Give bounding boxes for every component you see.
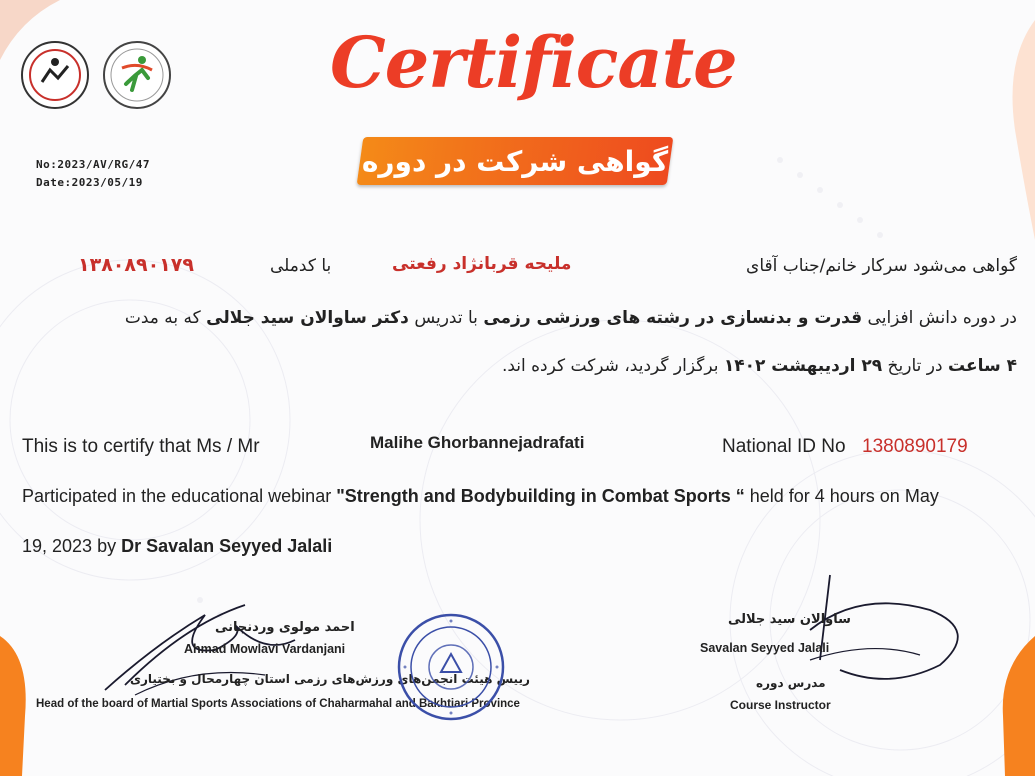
- right-signature-scribble: [690, 570, 980, 700]
- left-signer-title-fa: رییس هیئت انجمن‌های ورزش‌های رزمی استان چهارمحال و بختیاری: [130, 672, 530, 686]
- fa-line2-end: که به مدت: [124, 308, 201, 328]
- en-national-id-label: National ID No: [722, 436, 846, 457]
- fa-duration: ۴ ساعت: [947, 356, 1017, 376]
- fa-line2: [125, 308, 1017, 328]
- en-webinar-title: "Strength and Bodybuilding in Combat Sports “: [336, 486, 745, 506]
- fa-participant-name: ملیحه قربانژاد رفعتی: [392, 254, 572, 274]
- en-national-id: 1380890179: [862, 436, 968, 457]
- right-signer-name-en: Savalan Seyyed Jalali: [700, 641, 830, 655]
- fa-instructor: دکتر ساوالان سید جلالی: [206, 308, 409, 328]
- en-certify-text: This is to certify that Ms / Mr: [22, 436, 260, 457]
- fa-line3-mid: در تاریخ: [887, 356, 943, 376]
- en-participated-line: [22, 486, 939, 507]
- en-participant-name: Malihe Ghorbannejadrafati: [370, 433, 585, 452]
- fa-line2-start: در دوره دانش افزایی: [867, 308, 1017, 328]
- en-participated-suffix: held for 4 hours on May: [744, 486, 939, 506]
- bottom-left-corner-ornament: [0, 636, 40, 776]
- fa-line3-end: برگزار گردید، شرکت کرده اند.: [501, 356, 719, 376]
- reference-number: No:2023/AV/RG/47: [36, 158, 150, 171]
- right-signer-title-fa: مدرس دوره: [756, 676, 826, 690]
- fa-line3: [502, 356, 1017, 376]
- fa-national-code-label: با کدملی: [270, 256, 332, 276]
- en-date-line: [22, 536, 332, 557]
- en-date-text: 19, 2023 by: [22, 536, 122, 556]
- en-instructor: Dr Savalan Seyyed Jalali: [121, 536, 333, 556]
- fa-certify-text: گواهی می‌شود سرکار خانم/جناب آقای: [746, 256, 1017, 276]
- bottom-right-corner-ornament: [985, 636, 1035, 776]
- fa-date: ۲۹ اردیبهشت ۱۴۰۲: [723, 356, 883, 376]
- fa-course-title: قدرت و بدنسازی در رشته های ورزشی رزمی: [483, 308, 863, 328]
- top-right-corner-ornament: [975, 20, 1035, 240]
- official-stamp: [396, 612, 506, 722]
- left-signer-name-fa: احمد مولوی وردنجانی: [215, 620, 355, 635]
- right-signer-name-fa: ساوالان سید جلالی: [728, 612, 851, 627]
- reference-date: Date:2023/05/19: [36, 176, 143, 189]
- right-signer-title-en: Course Instructor: [730, 698, 831, 712]
- martial-association-logo: [20, 40, 90, 110]
- logos-group: [20, 40, 172, 110]
- certificate-subtitle-fa: گواهی شرکت در دوره: [361, 144, 669, 178]
- sports-science-logo: [102, 40, 172, 110]
- fa-national-code: ۱۳۸۰۸۹۰۱۷۹: [78, 254, 194, 276]
- en-participated-prefix: Participated in the educational webinar: [22, 486, 337, 506]
- certificate-title: Certificate: [330, 21, 737, 104]
- left-signer-name-en: Ahmad Mowlavi Vardanjani: [184, 642, 346, 656]
- left-signer-title-en: Head of the board of Martial Sports Associations of Chaharmahal and Bakhtiari Province: [36, 698, 520, 710]
- fa-line2-mid: با تدریس: [414, 308, 478, 328]
